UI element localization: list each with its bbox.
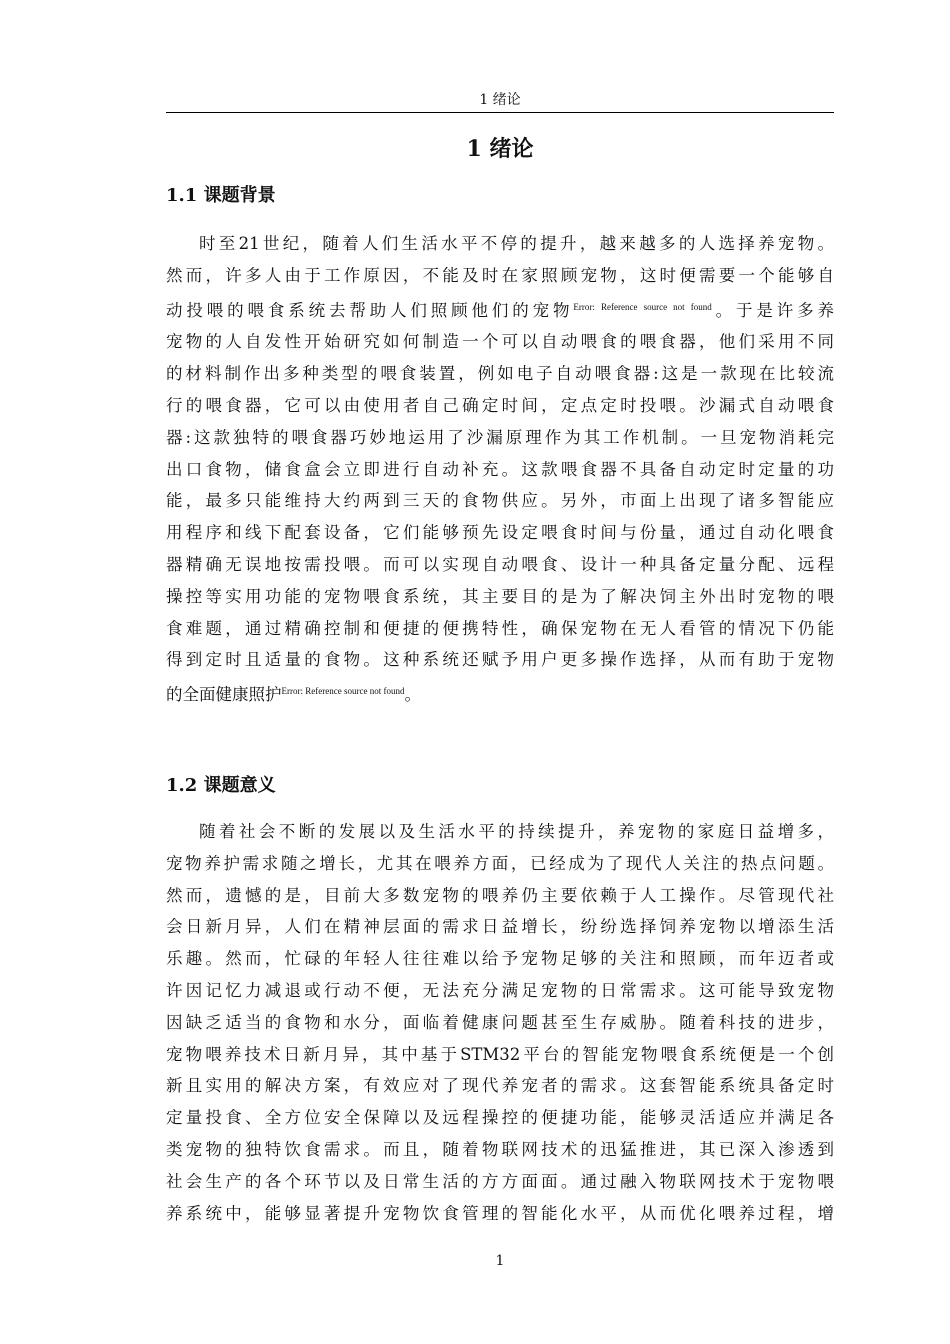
paragraph-background xyxy=(166,228,834,711)
text-line: 宠物喂养技术日新月异，其中基于STM32平台的智能宠物喂食系统便是一个创 xyxy=(166,1044,834,1064)
text-line: 器:这款独特的喂食器巧妙地运用了沙漏原理作为其工作机制。一旦宠物消耗完 xyxy=(166,427,834,447)
text-line: 类宠物的独特饮食需求。而且，随着物联网技术的迅猛推进，其已深入渗透到 xyxy=(166,1139,834,1159)
text-line: 乐趣。然而，忙碌的年轻人往往难以给予宠物足够的关注和照顾，而年迈者或 xyxy=(166,949,834,969)
text-segment: 的全面健康照护 xyxy=(166,685,282,705)
text-line: 定量投食、全方位安全保障以及远程操控的便捷功能，能够灵活适应并满足各 xyxy=(166,1108,834,1128)
section-heading-background: 1.1 课题背景 xyxy=(166,185,276,206)
text-line: 用程序和线下配套设备，它们能够预先设定喂食时间与份量，通过自动化喂食 xyxy=(166,523,834,543)
text-line: 的材料制作出多种类型的喂食装置，例如电子自动喂食器:这是一款现在比较流 xyxy=(166,364,834,384)
page-number: 1 xyxy=(495,1253,505,1269)
text-line: 出口食物，储食盒会立即进行自动补充。这款喂食器不具备自动定时定量的功 xyxy=(166,459,834,479)
text-line: 新且实用的解决方案，有效应对了现代养宠者的需求。这套智能系统具备定时 xyxy=(166,1076,834,1096)
text-line: 随着社会不断的发展以及生活水平的持续提升，养宠物的家庭日益增多， xyxy=(199,822,834,841)
text-line xyxy=(166,676,834,711)
text-line: 得到定时且适量的食物。这种系统还赋予用户更多操作选择，从而有助于宠物 xyxy=(166,650,834,670)
text-line xyxy=(166,292,834,327)
text-segment: 动投喂的喂食系统去帮助人们照顾他们的宠物 xyxy=(166,300,574,320)
text-line: 会日新月异，人们在精神层面的需求日益增长，纷纷选择饲养宠物以增添生活 xyxy=(166,917,834,937)
text-line: 宠物养护需求随之增长，尤其在喂养方面，已经成为了现代人关注的热点问题。 xyxy=(166,853,834,873)
reference-error: Error: Reference source not found xyxy=(573,301,712,312)
section-heading-significance: 1.2 课题意义 xyxy=(166,775,276,796)
text-segment: 。 xyxy=(404,685,421,705)
running-header: 1 绪论 xyxy=(479,92,521,108)
header-rule xyxy=(166,112,834,113)
text-line: 宠物的人自发性开始研究如何制造一个可以自动喂食的喂食器，他们采用不同 xyxy=(166,332,834,352)
text-line: 然而，许多人由于工作原因，不能及时在家照顾宠物，这时便需要一个能够自 xyxy=(166,265,834,285)
paragraph-significance xyxy=(166,816,834,1229)
text-line: 养系统中，能够显著提升宠物饮食管理的智能化水平，从而优化喂养过程，增 xyxy=(166,1203,834,1223)
text-line: 社会生产的各个环节以及日常生活的方方面面。通过融入物联网技术于宠物喂 xyxy=(166,1171,834,1191)
text-line: 食难题，通过精确控制和便捷的便携特性，确保宠物在无人看管的情况下仍能 xyxy=(166,618,834,638)
text-segment: 。于是许多养 xyxy=(711,300,835,320)
text-line: 时至21世纪，随着人们生活水平不停的提升，越来越多的人选择养宠物。 xyxy=(199,234,834,253)
text-line: 许因记忆力减退或行动不便，无法充分满足宠物的日常需求。这可能导致宠物 xyxy=(166,980,834,1000)
reference-error: Error: Reference source not found xyxy=(281,686,405,697)
text-line: 因缺乏适当的食物和水分，面临着健康问题甚至生存威胁。随着科技的进步， xyxy=(166,1012,834,1032)
text-line: 操控等实用功能的宠物喂食系统，其主要目的是为了解决饲主外出时宠物的喂 xyxy=(166,586,834,606)
text-line: 器精确无误地按需投喂。而可以实现自动喂食、设计一种具备定量分配、远程 xyxy=(166,554,834,574)
text-line: 行的喂食器，它可以由使用者自己确定时间，定点定时投喂。沙漏式自动喂食 xyxy=(166,395,834,415)
text-line: 能，最多只能维持大约两到三天的食物供应。另外，市面上出现了诸多智能应 xyxy=(166,491,834,511)
chapter-title: 1 绪论 xyxy=(466,136,534,162)
text-line: 然而，遗憾的是，目前大多数宠物的喂养仍主要依赖于人工操作。尽管现代社 xyxy=(166,885,834,905)
